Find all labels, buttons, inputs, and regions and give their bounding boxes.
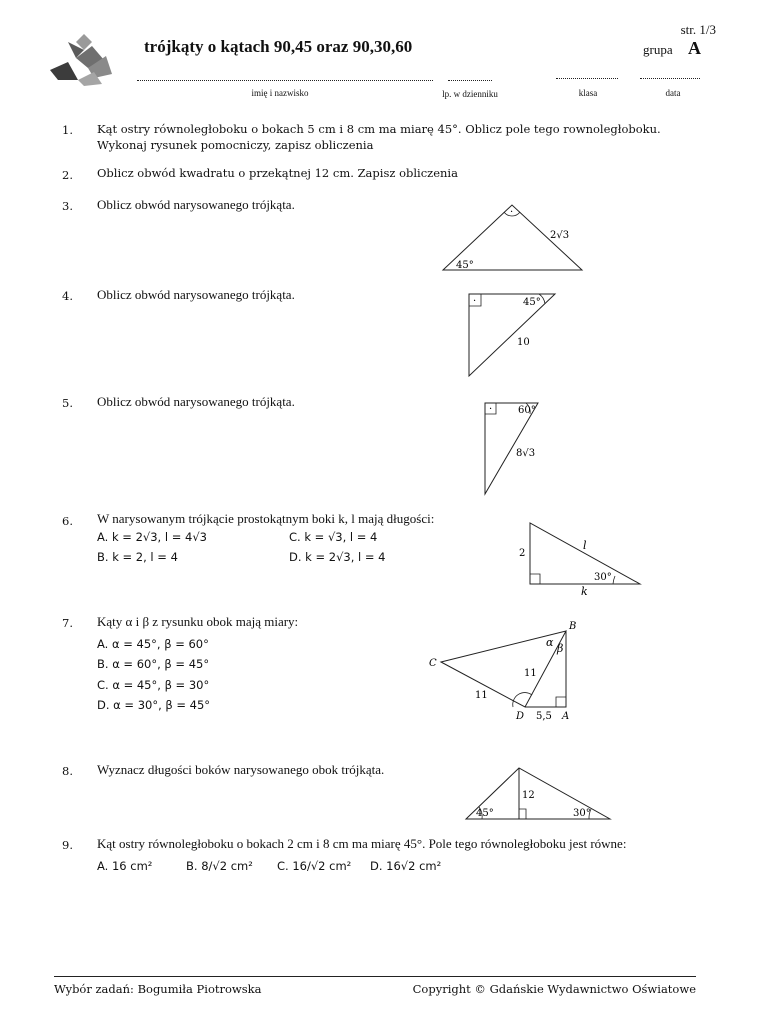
side-label: 2√3 [550, 230, 570, 241]
hypotenuse-label: l [583, 539, 587, 552]
question-7-number: 7. [62, 616, 73, 630]
question-6-option-d[interactable]: D. k = 2√3, l = 4 [289, 550, 386, 564]
angle-label: 30° [594, 572, 612, 583]
name-field-label: imię i nazwisko [251, 88, 309, 98]
register-number-label: lp. w dzienniku [442, 89, 498, 99]
question-6-option-c[interactable]: C. k = √3, l = 4 [289, 530, 378, 544]
question-9-option-a[interactable]: A. 16 cm² [97, 859, 153, 873]
vertex-d: D [516, 711, 525, 722]
side-da: 5,5 [536, 711, 552, 722]
question-9-option-c[interactable]: C. 16/√2 cm² [277, 859, 352, 873]
question-5-figure [480, 398, 550, 498]
question-3-figure [440, 200, 590, 275]
question-7-option-a[interactable]: A. α = 45°, β = 60° [97, 637, 209, 651]
question-5-number: 5. [62, 396, 73, 410]
question-1-line-1: Kąt ostry równoległoboku o bokach 5 cm i 8 cm ma miarę 45°. Oblicz pole tego rownoległoboku. [97, 122, 661, 136]
date-field[interactable] [640, 78, 700, 79]
right-angle-mark [519, 809, 526, 819]
question-8-number: 8. [62, 764, 73, 778]
angle-label: 45° [523, 297, 541, 308]
right-angle-mark-a [556, 697, 566, 707]
side-cd: 11 [475, 690, 488, 701]
page-number: str. 1/3 [680, 22, 716, 37]
right-angle-dot: · [489, 404, 493, 415]
question-8-text: Wyznacz długości boków narysowanego obok trójkąta. [97, 762, 385, 777]
side-label: 8√3 [516, 448, 536, 459]
right-angle-dot: · [473, 296, 477, 307]
question-2-number: 2. [62, 168, 73, 182]
question-6-text: W narysowanym trójkącie prostokątnym boki k, l mają długości: [97, 511, 435, 526]
question-6-figure [515, 518, 645, 598]
group-label: grupa [643, 42, 673, 57]
angle-label: 45° [456, 260, 474, 271]
question-7-option-c[interactable]: C. α = 45°, β = 30° [97, 678, 210, 692]
worksheet-title: trójkąty o kątach 90,45 oraz 90,30,60 [144, 37, 413, 56]
question-6-option-b[interactable]: B. k = 2, l = 4 [97, 550, 178, 564]
publisher-logo [48, 32, 118, 90]
footer-author: Wybór zadań: Bogumiła Piotrowska [54, 982, 262, 996]
triangle-shape [530, 523, 640, 584]
side-bd: 11 [524, 668, 537, 679]
triangle-shape [469, 294, 555, 376]
question-8-figure [462, 764, 614, 822]
right-angle-label: 30° [573, 808, 591, 819]
question-6-number: 6. [62, 514, 73, 528]
question-7-text: Kąty α i β z rysunku obok mają miary: [97, 614, 299, 629]
vertex-b: B [569, 621, 577, 632]
angle-arc [613, 576, 615, 584]
angle-beta: β [557, 642, 564, 655]
height-label: 12 [522, 790, 535, 801]
question-9-number: 9. [62, 838, 73, 852]
question-3-text: Oblicz obwód narysowanego trójkąta. [97, 197, 295, 212]
vertex-c: C [429, 658, 437, 669]
date-label: data [665, 88, 681, 98]
class-field[interactable] [556, 78, 618, 79]
question-7-option-d[interactable]: D. α = 30°, β = 45° [97, 698, 211, 712]
question-1-number: 1. [62, 123, 73, 137]
left-angle-label: 45° [476, 808, 494, 819]
name-field[interactable] [137, 80, 433, 81]
angle-label: 60° [518, 405, 536, 416]
group-letter: A [688, 38, 701, 58]
question-1-line-2: Wykonaj rysunek pomocniczy, zapisz obliczenia [97, 138, 374, 152]
question-5-text: Oblicz obwód narysowanego trójkąta. [97, 394, 295, 409]
question-7-option-b[interactable]: B. α = 60°, β = 45° [97, 657, 210, 671]
footer-copyright: Copyright © Gdańskie Wydawnictwo Oświatowe [412, 982, 696, 996]
class-label: klasa [578, 88, 598, 98]
question-2-text: Oblicz obwód kwadratu o przekątnej 12 cm. Zapisz obliczenia [97, 166, 458, 180]
right-angle-mark [530, 574, 540, 584]
footer-divider [54, 976, 696, 977]
question-7-figure [425, 617, 580, 725]
question-9-option-d[interactable]: D. 16√2 cm² [370, 859, 442, 873]
question-4-text: Oblicz obwód narysowanego trójkąta. [97, 287, 295, 302]
vertex-a: A [562, 711, 570, 722]
angle-alpha: α [546, 636, 554, 649]
question-4-figure [465, 290, 565, 380]
question-9-option-b[interactable]: B. 8/√2 cm² [186, 859, 253, 873]
question-3-number: 3. [62, 199, 73, 213]
question-9-text: Kąt ostry równoległoboku o bokach 2 cm i 8 cm ma miarę 45°. Pole tego równoległoboku jest równe: [97, 836, 627, 851]
right-angle-dot: · [510, 207, 514, 218]
base-label: k [581, 585, 588, 598]
side-label: 10 [517, 337, 530, 348]
register-number-field[interactable] [448, 80, 492, 81]
question-4-number: 4. [62, 289, 73, 303]
side-label-left: 2 [519, 548, 526, 559]
question-6-option-a[interactable]: A. k = 2√3, l = 4√3 [97, 530, 207, 544]
